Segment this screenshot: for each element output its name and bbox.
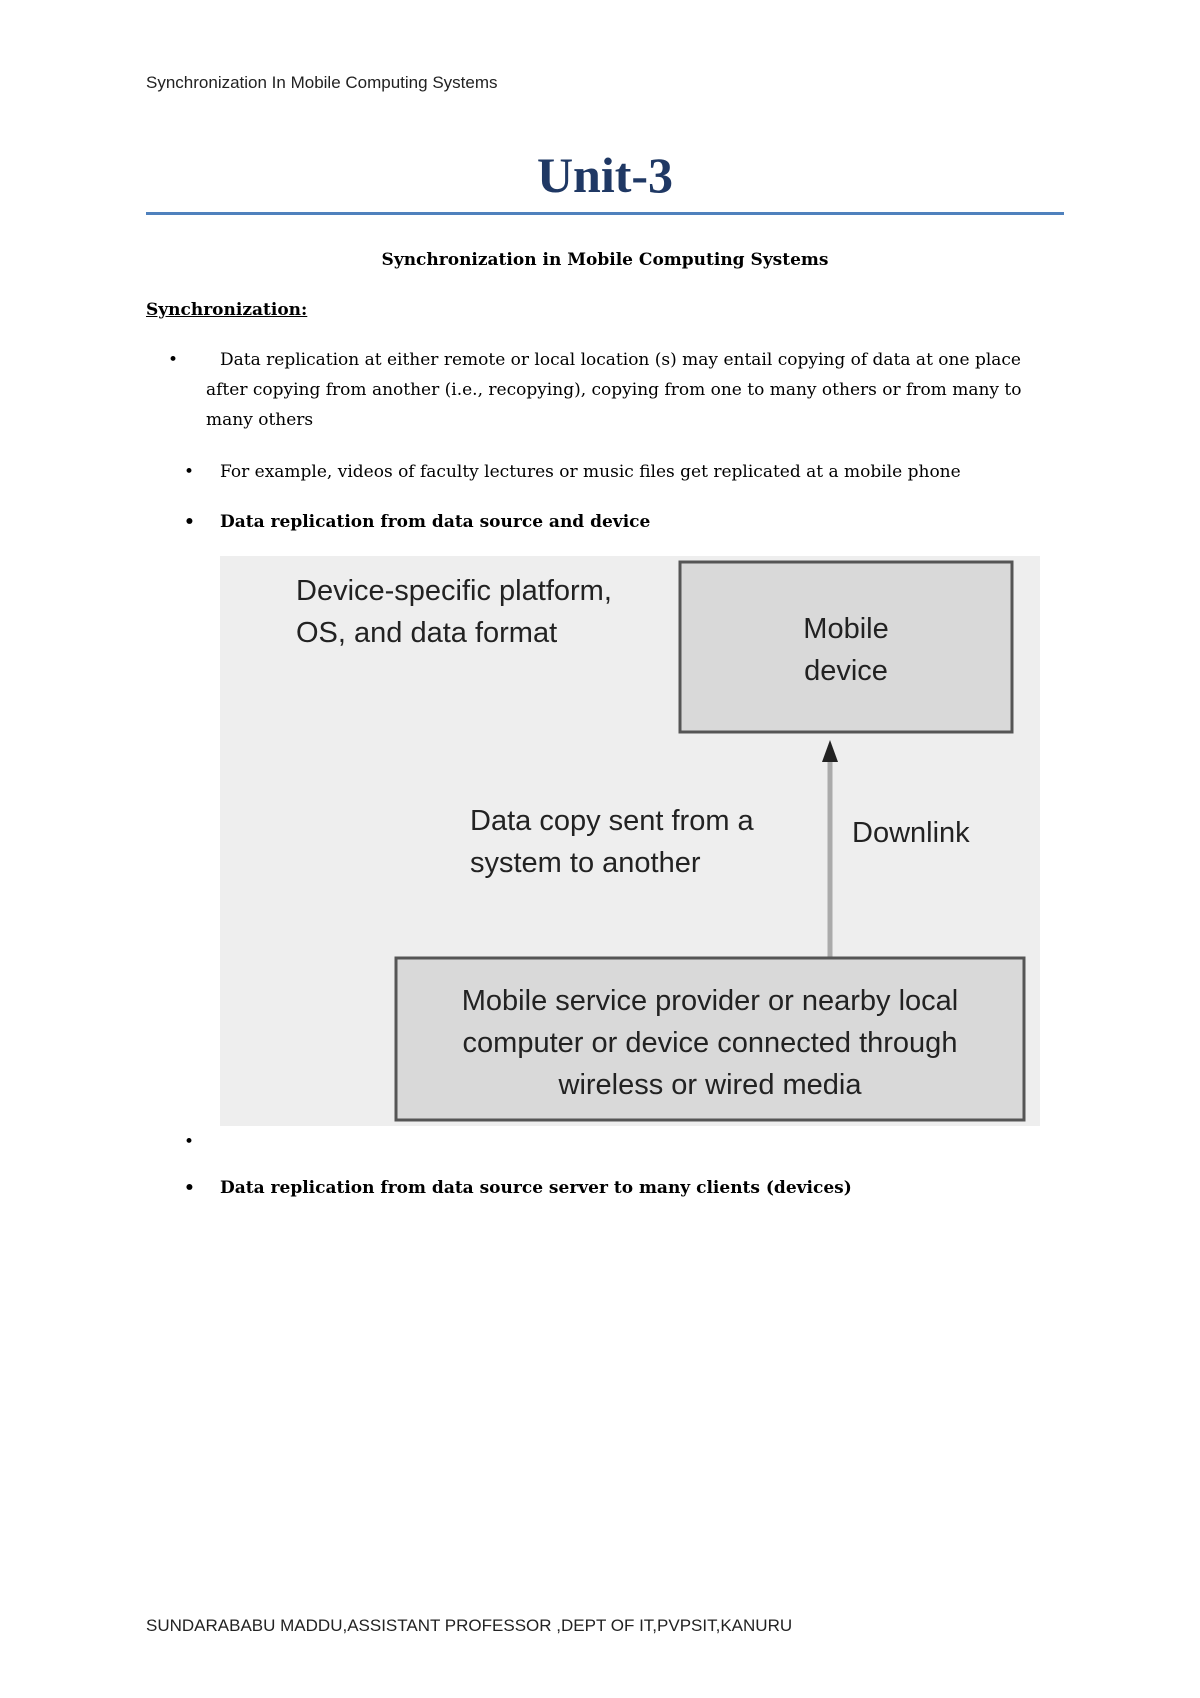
bullet-glyph: • [184, 512, 195, 532]
list-item [168, 345, 1064, 435]
bullet-glyph: • [168, 350, 179, 370]
platform-label-line1: Device-specific platform, [296, 575, 612, 607]
downlink-label: Downlink [852, 817, 970, 849]
bullet-text: Data replication from data source server to many clients (devices) [220, 1178, 852, 1198]
bullet-glyph: • [184, 1132, 195, 1152]
service-provider-label-line3: wireless or wired media [558, 1069, 862, 1101]
copy-label-line2: system to another [470, 847, 701, 879]
page-title: Unit-3 [536, 147, 674, 203]
replication-diagram [220, 556, 1040, 1126]
downlink-arrowhead [822, 740, 838, 762]
running-header: Synchronization In Mobile Computing Systems [146, 73, 498, 92]
copy-label-line1: Data copy sent from a [470, 805, 754, 837]
document-subtitle: Synchronization in Mobile Computing Systems [381, 250, 829, 270]
bullet-text: Data replication from data source and device [220, 512, 651, 532]
page-footer: SUNDARABABU MADDU,ASSISTANT PROFESSOR ,DEPT OF IT,PVPSIT,KANURU [146, 1616, 793, 1635]
bullet-text: Data replication at either remote or local location (s) may entail copying of data at one place after copying from another (i.e., recopying), copying from one to many others or from many to many others [206, 350, 1022, 430]
mobile-device-label-line2: device [804, 655, 888, 687]
bullet-glyph: • [184, 462, 195, 482]
list-item [184, 507, 1064, 537]
bullet-glyph: • [184, 1178, 195, 1198]
bullet-text: For example, videos of faculty lectures or music files get replicated at a mobile phone [220, 462, 961, 482]
section-heading: Synchronization: [146, 300, 308, 320]
list-item [184, 457, 1064, 487]
title-rule [146, 212, 1064, 215]
list-item [184, 1173, 1064, 1203]
service-provider-label-line2: computer or device connected through [462, 1027, 958, 1059]
mobile-device-box [680, 562, 1012, 732]
platform-label-line2: OS, and data format [296, 617, 558, 649]
service-provider-label-line1: Mobile service provider or nearby local [461, 985, 959, 1017]
mobile-device-label-line1: Mobile [803, 613, 889, 645]
